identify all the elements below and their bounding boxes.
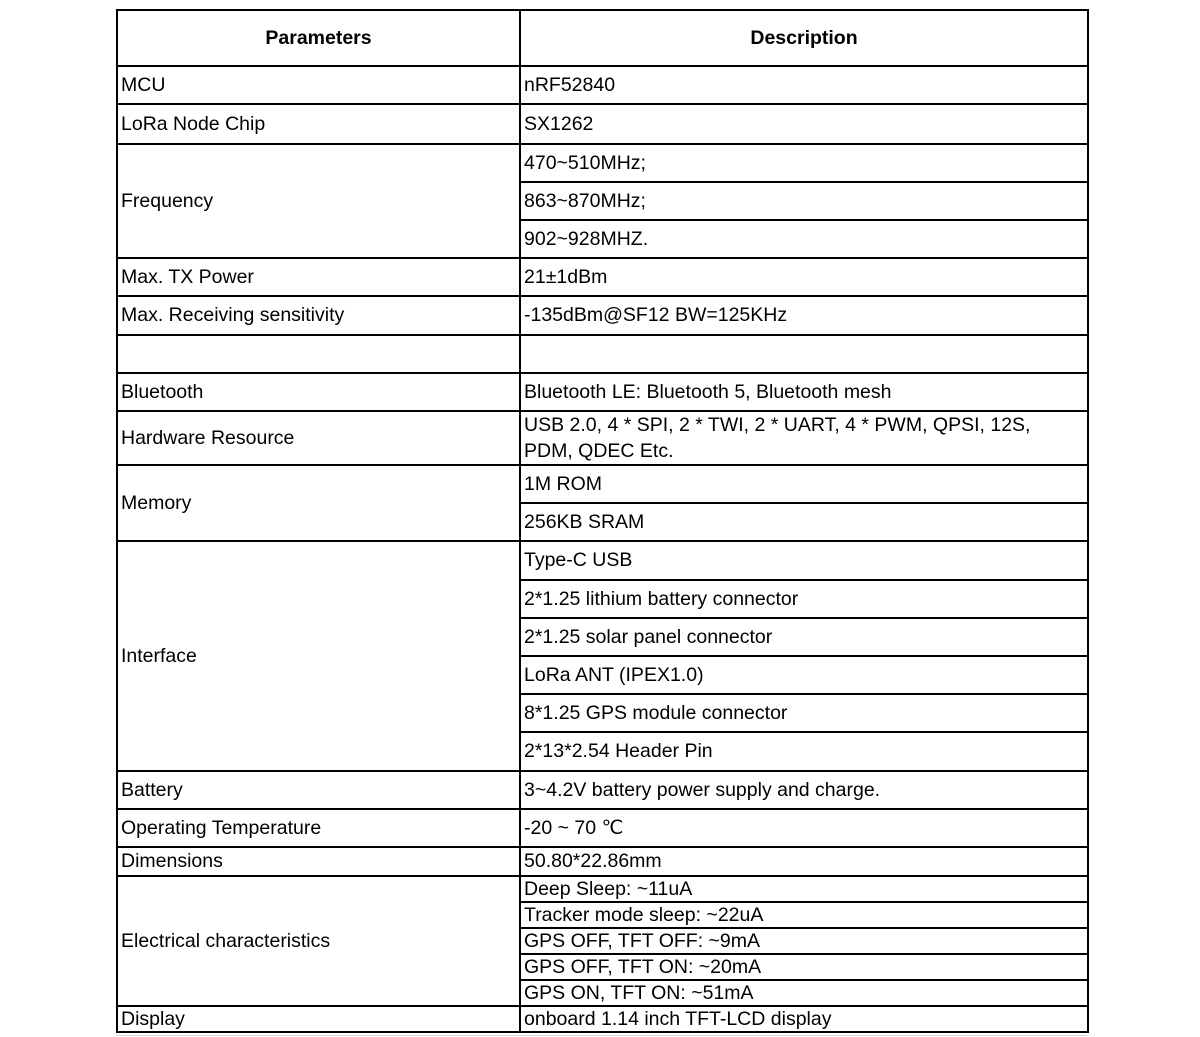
table-row — [117, 876, 1088, 902]
param-tx-power: Max. TX Power — [117, 258, 520, 296]
param-frequency: Frequency — [117, 144, 520, 258]
value-empty — [520, 335, 1088, 373]
table-row — [117, 541, 1088, 580]
table-row — [117, 771, 1088, 809]
value-interface: Type-C USB — [520, 541, 1088, 580]
value-mcu: nRF52840 — [520, 66, 1088, 104]
table-row — [117, 411, 1088, 465]
table-row — [117, 847, 1088, 876]
table-row — [117, 144, 1088, 182]
value-display: onboard 1.14 inch TFT-LCD display — [520, 1006, 1088, 1032]
spec-table — [116, 9, 1089, 1033]
value-electrical: GPS OFF, TFT ON: ~20mA — [520, 954, 1088, 980]
value-electrical: Tracker mode sleep: ~22uA — [520, 902, 1088, 928]
table-row — [117, 296, 1088, 335]
param-interface: Interface — [117, 541, 520, 771]
param-display: Display — [117, 1006, 520, 1032]
table-row — [117, 1006, 1088, 1032]
value-interface: 8*1.25 GPS module connector — [520, 694, 1088, 732]
param-rx-sensitivity: Max. Receiving sensitivity — [117, 296, 520, 335]
value-dimensions: 50.80*22.86mm — [520, 847, 1088, 876]
table-row — [117, 465, 1088, 503]
value-lora-chip: SX1262 — [520, 104, 1088, 144]
value-hardware: USB 2.0, 4 * SPI, 2 * TWI, 2 * UART, 4 * PWM, QPSI, 12S, PDM, QDEC Etc. — [520, 411, 1088, 465]
table-row — [117, 104, 1088, 144]
param-lora-chip: LoRa Node Chip — [117, 104, 520, 144]
value-interface: 2*1.25 lithium battery connector — [520, 580, 1088, 618]
header-description: Description — [520, 10, 1088, 66]
table-row — [117, 66, 1088, 104]
param-hardware: Hardware Resource — [117, 411, 520, 465]
value-rx-sensitivity: -135dBm@SF12 BW=125KHz — [520, 296, 1088, 335]
value-tx-power: 21±1dBm — [520, 258, 1088, 296]
value-interface: LoRa ANT (IPEX1.0) — [520, 656, 1088, 694]
header-row — [117, 10, 1088, 66]
value-interface: 2*13*2.54 Header Pin — [520, 732, 1088, 771]
param-empty — [117, 335, 520, 373]
value-interface: 2*1.25 solar panel connector — [520, 618, 1088, 656]
param-dimensions: Dimensions — [117, 847, 520, 876]
value-electrical: GPS ON, TFT ON: ~51mA — [520, 980, 1088, 1006]
value-bluetooth: Bluetooth LE: Bluetooth 5, Bluetooth mesh — [520, 373, 1088, 411]
table-row — [117, 809, 1088, 847]
value-memory: 256KB SRAM — [520, 503, 1088, 541]
value-electrical: GPS OFF, TFT OFF: ~9mA — [520, 928, 1088, 954]
table-row — [117, 258, 1088, 296]
param-battery: Battery — [117, 771, 520, 809]
value-memory: 1M ROM — [520, 465, 1088, 503]
value-battery: 3~4.2V battery power supply and charge. — [520, 771, 1088, 809]
param-mcu: MCU — [117, 66, 520, 104]
value-electrical: Deep Sleep: ~11uA — [520, 876, 1088, 902]
header-parameters: Parameters — [117, 10, 520, 66]
param-memory: Memory — [117, 465, 520, 541]
param-bluetooth: Bluetooth — [117, 373, 520, 411]
value-frequency: 863~870MHz; — [520, 182, 1088, 220]
value-temperature: -20 ~ 70 ℃ — [520, 809, 1088, 847]
param-electrical: Electrical characteristics — [117, 876, 520, 1006]
table-row — [117, 373, 1088, 411]
value-frequency: 470~510MHz; — [520, 144, 1088, 182]
bottom-divider — [116, 1035, 1087, 1036]
param-temperature: Operating Temperature — [117, 809, 520, 847]
value-frequency: 902~928MHZ. — [520, 220, 1088, 258]
table-row-empty — [117, 335, 1088, 373]
